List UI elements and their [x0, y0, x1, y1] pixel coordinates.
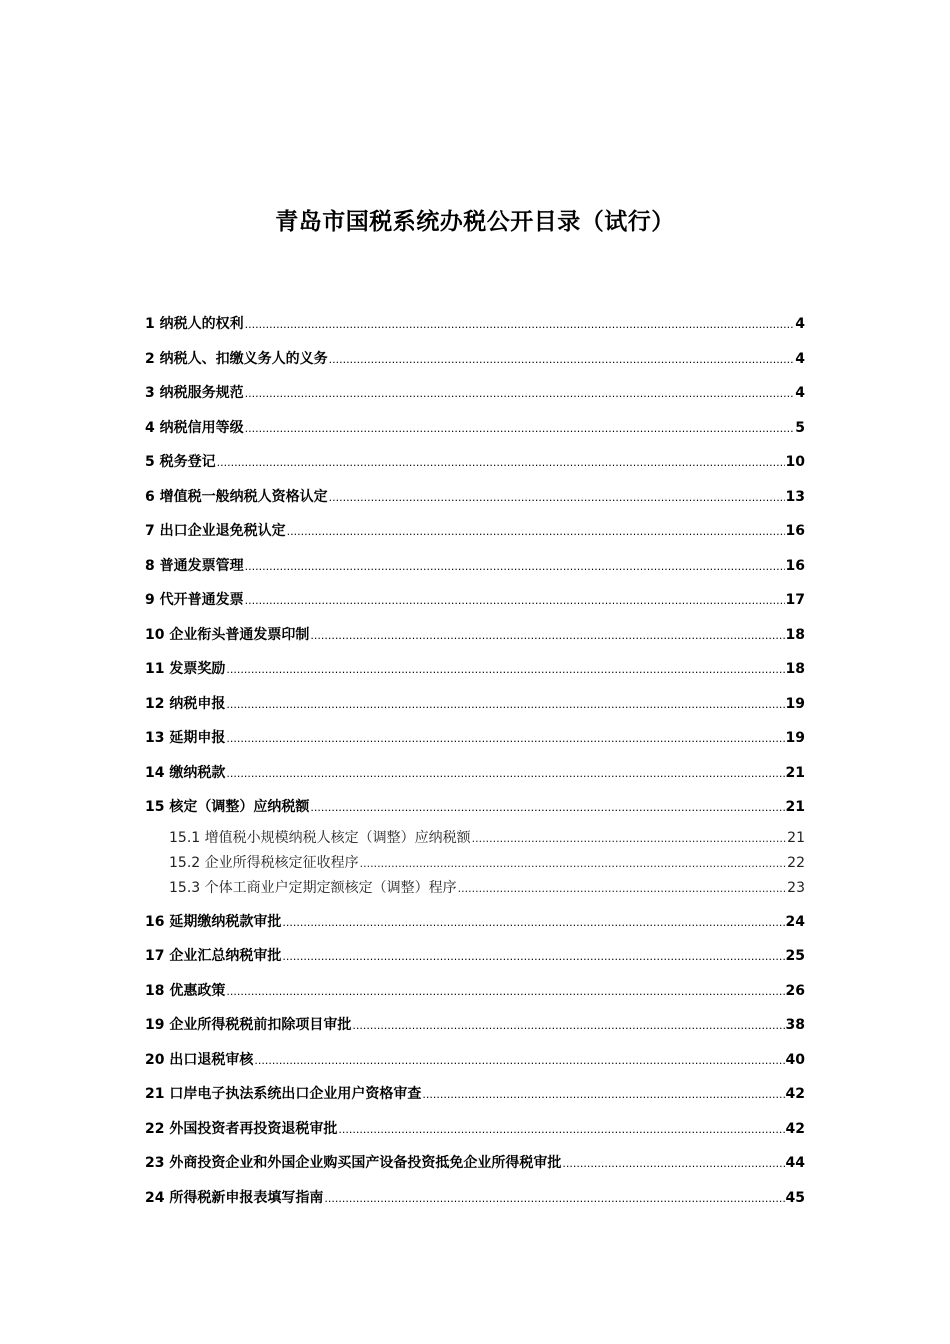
toc-page-number: 42 — [785, 1120, 805, 1137]
toc-dot-leader — [329, 491, 785, 504]
toc-dot-leader — [352, 1019, 784, 1032]
toc-dot-leader — [226, 767, 784, 780]
toc-dot-leader — [562, 1157, 784, 1170]
toc-entry[interactable] — [145, 727, 805, 762]
toc-page-number: 40 — [785, 1051, 805, 1068]
toc-dot-leader — [226, 698, 784, 711]
toc-entry-label: 17 企业汇总纳税审批 — [145, 948, 282, 964]
toc-dot-leader — [245, 318, 795, 331]
toc-entry-label: 6 增值税一般纳税人资格认定 — [145, 488, 328, 505]
toc-page-number: 23 — [787, 879, 805, 896]
toc-entry-label: 11 发票奖励 — [145, 661, 226, 677]
toc-entry[interactable] — [145, 624, 805, 659]
toc-dot-leader — [282, 950, 784, 963]
toc-dot-leader — [458, 882, 787, 895]
toc-entry[interactable] — [145, 520, 805, 555]
toc-page-number: 19 — [785, 730, 805, 746]
toc-entry-label: 15.2 企业所得税核定征收程序 — [169, 854, 359, 871]
toc-entry[interactable] — [145, 1118, 805, 1153]
toc-entry-label: 1 纳税人的权利 — [145, 316, 244, 332]
toc-page-number: 24 — [785, 913, 805, 930]
toc-entry-label: 12 纳税申报 — [145, 695, 226, 712]
toc-entry-label: 2 纳税人、扣缴义务人的义务 — [145, 350, 328, 367]
toc-page-number: 4 — [795, 385, 805, 401]
toc-dot-leader — [245, 560, 785, 573]
toc-entry-label: 3 纳税服务规范 — [145, 385, 244, 401]
toc-entry-label: 14 缴纳税款 — [145, 764, 226, 781]
toc-page-number: 16 — [785, 523, 805, 539]
toc-entry[interactable] — [145, 486, 805, 521]
toc-entry[interactable] — [145, 417, 805, 452]
toc-entry[interactable] — [145, 693, 805, 728]
toc-entry-label: 22 外国投资者再投资退税审批 — [145, 1120, 338, 1137]
toc-entry[interactable] — [145, 1187, 805, 1222]
toc-entry-label: 8 普通发票管理 — [145, 557, 244, 574]
toc-page-number: 4 — [795, 350, 805, 367]
table-of-contents — [145, 313, 805, 1221]
toc-page-number: 45 — [785, 1189, 805, 1206]
toc-entry[interactable] — [145, 589, 805, 624]
toc-dot-leader — [245, 422, 795, 435]
toc-page-number: 21 — [785, 799, 805, 815]
toc-page-number: 5 — [795, 419, 805, 436]
toc-page-number: 18 — [785, 626, 805, 643]
toc-dot-leader — [287, 525, 785, 538]
toc-entry[interactable] — [145, 1083, 805, 1118]
toc-page-number: 17 — [785, 592, 805, 608]
toc-entry-label: 10 企业衔头普通发票印制 — [145, 626, 310, 643]
toc-dot-leader — [360, 857, 787, 870]
toc-entry[interactable] — [145, 911, 805, 946]
toc-page-number: 25 — [785, 948, 805, 964]
document-title: 青岛市国税系统办税公开目录（试行） — [275, 209, 675, 235]
toc-entry[interactable] — [145, 382, 805, 417]
toc-entry[interactable] — [145, 658, 805, 693]
toc-dot-leader — [226, 732, 784, 745]
toc-entry[interactable] — [145, 945, 805, 980]
toc-entry[interactable] — [145, 796, 805, 831]
toc-entry-label: 15.1 增值税小规模纳税人核定（调整）应纳税额 — [169, 829, 471, 846]
toc-dot-leader — [329, 353, 795, 366]
toc-entry-label: 21 口岸电子执法系统出口企业用户资格审查 — [145, 1086, 422, 1102]
toc-subentry[interactable] — [145, 827, 805, 852]
toc-entry[interactable] — [145, 313, 805, 348]
toc-entry[interactable] — [145, 451, 805, 486]
toc-subentry[interactable] — [145, 852, 805, 877]
toc-entry[interactable] — [145, 762, 805, 797]
toc-page-number: 26 — [785, 982, 805, 999]
toc-page-number: 13 — [785, 488, 805, 505]
toc-dot-leader — [226, 663, 784, 676]
toc-dot-leader — [324, 1192, 784, 1205]
toc-entry[interactable] — [145, 1049, 805, 1084]
toc-entry-label: 13 延期申报 — [145, 730, 226, 746]
toc-entry-label: 16 延期缴纳税款审批 — [145, 913, 282, 930]
toc-entry-label: 9 代开普通发票 — [145, 592, 244, 608]
toc-entry[interactable] — [145, 348, 805, 383]
toc-page-number: 21 — [785, 764, 805, 781]
toc-entry-label: 20 出口退税审核 — [145, 1051, 254, 1068]
toc-dot-leader — [245, 594, 785, 607]
toc-dot-leader — [310, 629, 784, 642]
toc-page-number: 38 — [785, 1017, 805, 1033]
toc-entry[interactable] — [145, 1152, 805, 1187]
toc-page-number: 16 — [785, 557, 805, 574]
toc-page-number: 42 — [785, 1086, 805, 1102]
toc-entry[interactable] — [145, 555, 805, 590]
toc-page-number: 21 — [787, 829, 805, 846]
toc-page-number: 4 — [795, 316, 805, 332]
toc-entry-label: 5 税务登记 — [145, 454, 216, 470]
toc-page-number: 19 — [785, 695, 805, 712]
toc-page-number: 44 — [785, 1155, 805, 1171]
toc-entry[interactable] — [145, 1014, 805, 1049]
toc-page-number: 22 — [787, 854, 805, 871]
toc-page-number: 10 — [785, 454, 805, 470]
toc-dot-leader — [472, 832, 787, 845]
toc-entry-label: 7 出口企业退免税认定 — [145, 523, 286, 539]
toc-entry-label: 15.3 个体工商业户定期定额核定（调整）程序 — [169, 879, 457, 896]
toc-dot-leader — [226, 985, 784, 998]
toc-dot-leader — [422, 1088, 784, 1101]
toc-entry[interactable] — [145, 980, 805, 1015]
toc-entry-label: 15 核定（调整）应纳税额 — [145, 799, 310, 815]
toc-entry-label: 24 所得税新申报表填写指南 — [145, 1189, 324, 1206]
toc-page-number: 18 — [785, 661, 805, 677]
toc-dot-leader — [310, 801, 784, 814]
toc-dot-leader — [282, 916, 784, 929]
toc-entry-label: 4 纳税信用等级 — [145, 419, 244, 436]
toc-entry-label: 23 外商投资企业和外国企业购买国产设备投资抵免企业所得税审批 — [145, 1155, 562, 1171]
toc-dot-leader — [217, 456, 785, 469]
toc-entry-label: 19 企业所得税税前扣除项目审批 — [145, 1017, 352, 1033]
toc-subentry[interactable] — [145, 877, 805, 911]
toc-entry-label: 18 优惠政策 — [145, 982, 226, 999]
toc-dot-leader — [254, 1054, 784, 1067]
toc-dot-leader — [338, 1123, 784, 1136]
toc-dot-leader — [245, 387, 795, 400]
